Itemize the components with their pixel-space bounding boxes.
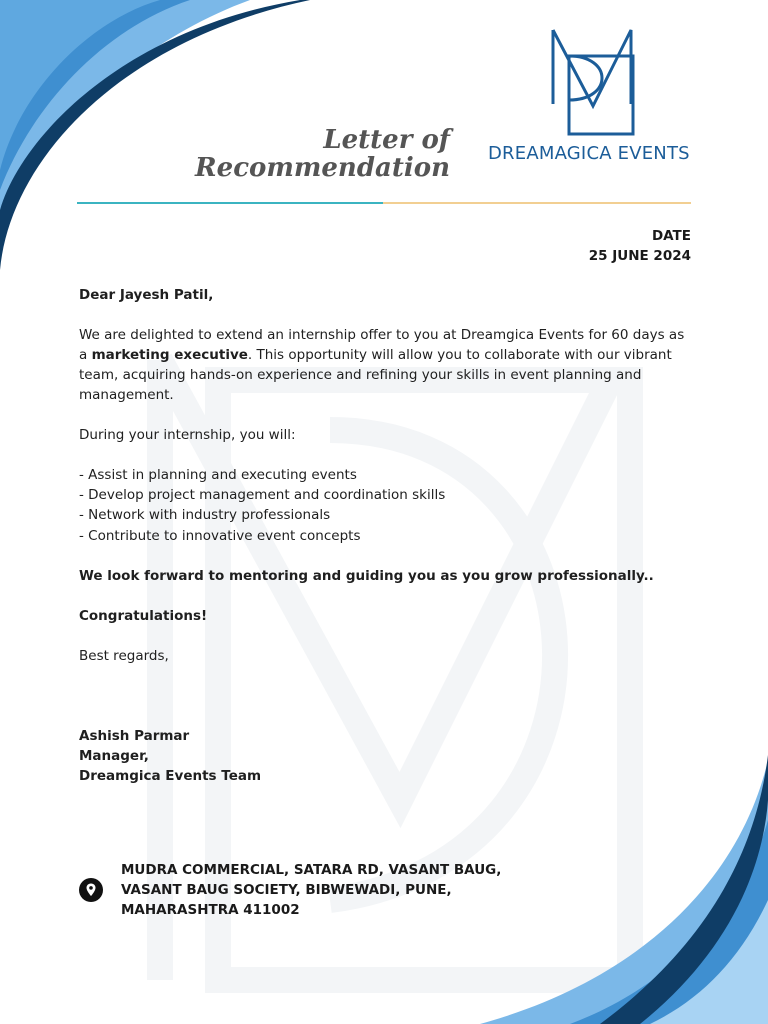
intro-role: marketing executive — [91, 347, 248, 363]
address-line-2: VASANT BAUG SOCIETY, BIBWEWADI, PUNE, — [121, 882, 452, 898]
brand-name: DREAMAGICA EVENTS — [488, 143, 690, 164]
intro-text-before: We are delighted to extend an internship offer to you at Dreamgica Events for 60 days as a — [79, 327, 685, 363]
company-address — [121, 860, 541, 920]
list-item: - Develop project management and coordination skills — [79, 487, 446, 504]
list-intro: During your internship, you will: — [79, 427, 296, 443]
letter-body — [79, 285, 694, 786]
date-label: DATE — [651, 228, 691, 244]
title-line-1: Letter of — [323, 125, 450, 155]
list-item: - Contribute to innovative event concepts — [79, 527, 361, 544]
divider-teal — [77, 202, 383, 204]
location-pin-icon — [79, 878, 103, 902]
intro-text-after: . This opportunity will allow you to collaborate with our vibrant team, acquiring hands-on experience and refining your skills in event planning and management. — [79, 347, 672, 403]
date-block — [490, 226, 691, 266]
signer-role: Manager, — [79, 748, 149, 765]
internship-duties-list — [79, 465, 694, 546]
signer-name: Ashish Parmar — [79, 727, 190, 744]
list-item: - Assist in planning and executing events — [79, 467, 357, 483]
intro-paragraph — [79, 325, 694, 405]
greeting: Dear Jayesh Patil, — [79, 287, 214, 303]
congratulations: Congratulations! — [79, 607, 208, 624]
brand-logo — [551, 28, 637, 136]
divider-gold — [383, 202, 691, 204]
signer-team: Dreamgica Events Team — [79, 768, 262, 785]
letter-title — [150, 126, 450, 182]
address-line-1: MUDRA COMMERCIAL, SATARA RD, VASANT BAUG, — [121, 862, 502, 878]
signature-block — [79, 726, 694, 787]
regards: Best regards, — [79, 647, 169, 664]
address-line-3: MAHARASHTRA 411002 — [121, 902, 300, 918]
date-value: 25 JUNE 2024 — [588, 248, 691, 264]
list-item: - Network with industry professionals — [79, 507, 331, 524]
closing-statement: We look forward to mentoring and guiding you as you grow professionally.. — [79, 567, 654, 584]
title-line-2: Recommendation — [195, 153, 450, 183]
